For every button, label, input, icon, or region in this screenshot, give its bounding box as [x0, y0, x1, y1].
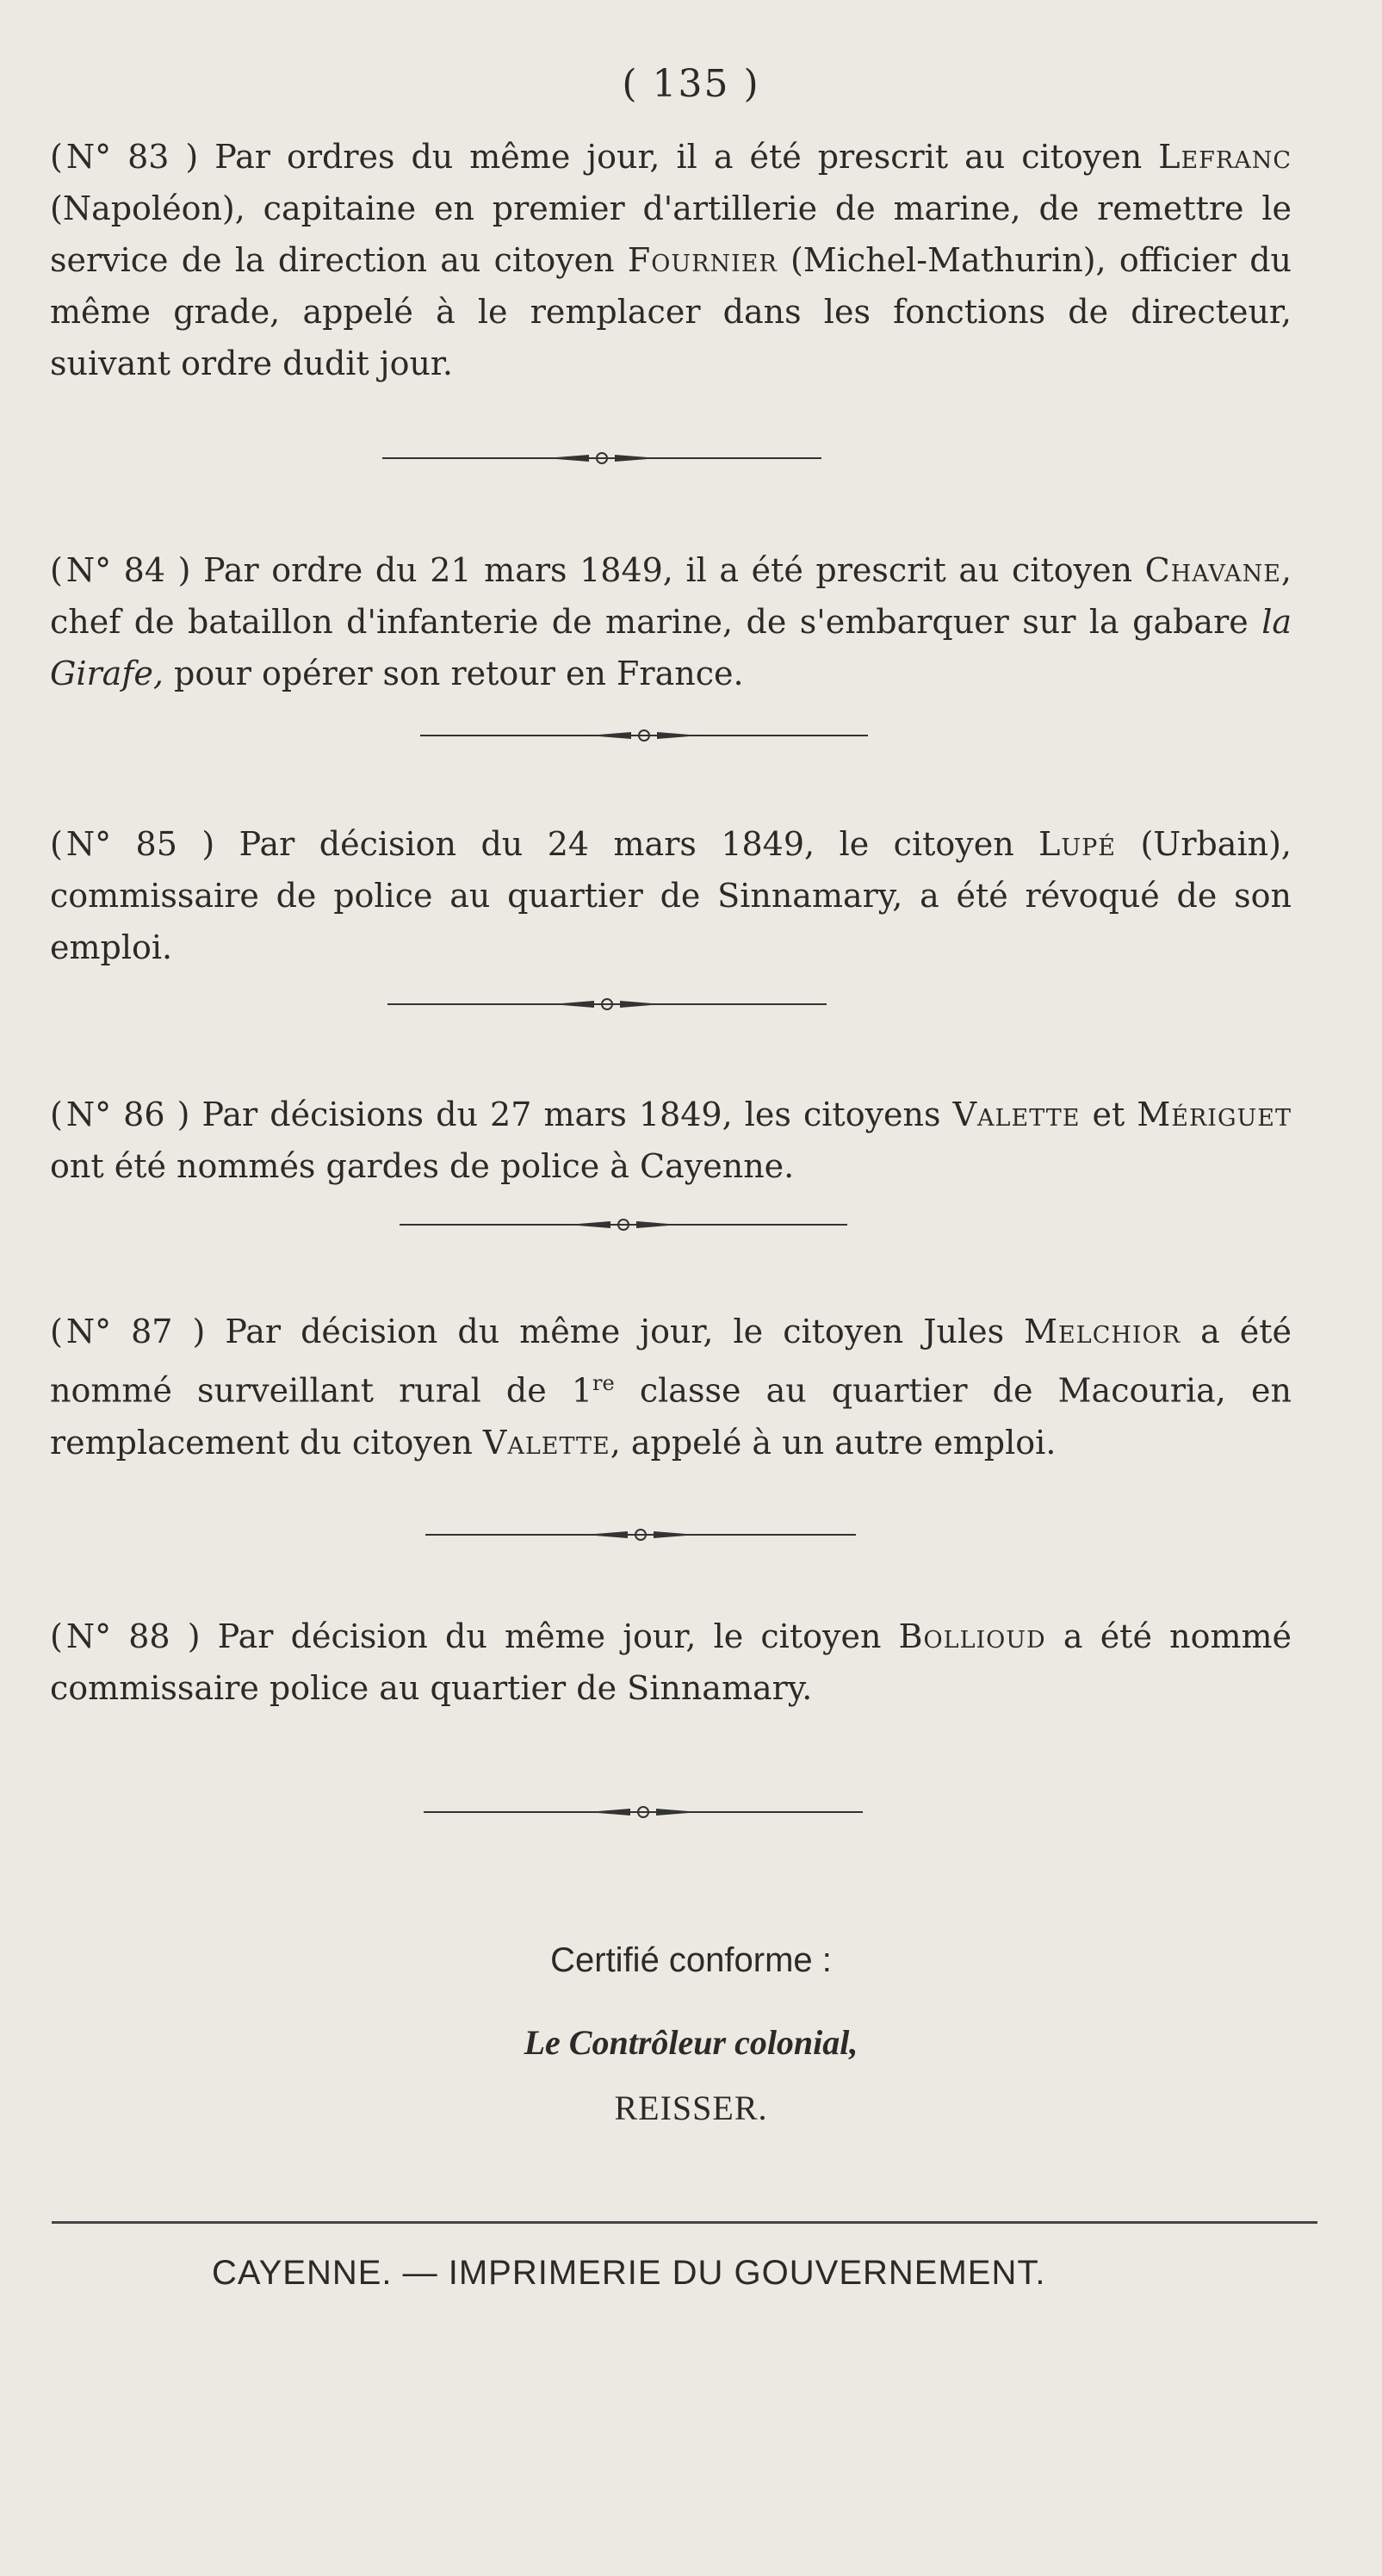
person-name: Valette — [952, 1096, 1081, 1133]
entry-text: ont été nommés gardes de police à Cayenne. — [50, 1147, 795, 1185]
certification-heading: Certifié conforme : — [550, 1941, 832, 1979]
footer-rule — [52, 2221, 1317, 2224]
entry-number: N° 86 — [65, 1096, 165, 1133]
ornament-divider — [424, 1805, 863, 1819]
entry-text: Par ordre du 21 mars 1849, il a été prescrit au citoyen — [203, 551, 1145, 589]
certification-title: Le Contrôleur colonial, — [524, 2023, 858, 2062]
entry-bracket: ( — [50, 1313, 63, 1350]
entry-text: (Napoléon), capitaine en premier d'artillerie de marine, de remettre le service de la direction au citoyen — [50, 189, 1292, 279]
entry-text: Par décision du même jour, le citoyen Jules — [225, 1313, 1025, 1350]
entry-text: Par décision du 24 mars 1849, le citoyen — [239, 825, 1039, 863]
entry-bracket: ( — [50, 825, 63, 863]
entry-88: ( N° 88 ) Par décision du même jour, le citoyen Bollioud a été nommé commissaire police au quartier de Sinnamary. — [50, 1617, 1292, 1707]
entry-text: Par décision du même jour, le citoyen — [217, 1617, 899, 1655]
entry-bracket: ( — [50, 138, 63, 176]
entry-85: ( N° 85 ) Par décision du 24 mars 1849, le citoyen Lupé (Urbain), commissaire de police au quartier de Sinnamary, a été révoqué de son emploi. — [50, 825, 1292, 966]
certification-signature: REISSER. — [614, 2089, 768, 2127]
page-number: ( 135 ) — [622, 62, 760, 106]
person-name: Bollioud — [898, 1617, 1046, 1655]
entry-bracket: ( — [50, 551, 63, 589]
entry-text: (Urbain), commissaire de police au quartier de Sinnamary, a été révoqué de son emploi. — [50, 825, 1292, 966]
person-name: Mériguet — [1137, 1096, 1292, 1133]
person-name: Lefranc — [1158, 138, 1292, 176]
entry-text: Par décisions du 27 mars 1849, les citoyens — [201, 1096, 953, 1133]
entry-text: et — [1080, 1096, 1137, 1133]
person-name: Fournier — [627, 241, 778, 279]
entry-text: a été nommé commissaire police au quartier de Sinnamary. — [50, 1617, 1292, 1707]
person-name: Valette — [482, 1423, 610, 1462]
entry-87: ( N° 87 ) Par décision du même jour, le citoyen Jules Melchior a été nommé surveillant rural de 1re classe au quartier de Macouria, en remplacement du citoyen Valette, appelé à un autre emploi. — [50, 1313, 1292, 1462]
entry-text: , chef de bataillon d'infanterie de marine, de s'embarquer sur la gabare — [50, 551, 1292, 641]
entry-text: pour opérer son retour en France. — [163, 655, 744, 692]
ornament-divider — [382, 451, 821, 465]
entry-number: N° 83 — [65, 138, 170, 176]
entry-83: ( N° 83 ) Par ordres du même jour, il a été prescrit au citoyen Lefranc (Napoléon), capitaine en premier d'artillerie de marine, de remettre le service de la direction au citoyen Fournier (Michel-Mathurin), officier du même grade, appelé à le remplacer dans les fonctions de directeur, suivant ordre dudit jour. — [50, 138, 1292, 382]
ornament-divider — [420, 729, 868, 742]
ornament-divider — [425, 1528, 856, 1542]
entry-84: ( N° 84 ) Par ordre du 21 mars 1849, il a été prescrit au citoyen Chavane, chef de bataillon d'infanterie de marine, de s'embarquer sur la gabare la Girafe, pour opérer son retour en France. — [50, 551, 1292, 692]
entry-bracket: ( — [50, 1096, 63, 1133]
person-name: Chavane — [1144, 551, 1281, 589]
person-name: Lupé — [1038, 825, 1117, 863]
ornament-divider — [400, 1218, 847, 1232]
entry-number: N° 84 — [65, 551, 166, 589]
ornament-divider — [387, 997, 827, 1011]
entry-text: a été nommé surveillant rural de 1 — [50, 1313, 1292, 1410]
entry-text: (Michel-Mathurin), officier du même grade, appelé à le remplacer dans les fonctions de directeur, suivant ordre dudit jour. — [50, 241, 1292, 382]
ship-name: la Girafe, — [50, 603, 1292, 692]
entry-number: N° 85 — [65, 825, 177, 863]
entry-number: N° 87 — [65, 1313, 173, 1350]
entry-86: ( N° 86 ) Par décisions du 27 mars 1849, les citoyens Valette et Mériguet ont été nommés gardes de police à Cayenne. — [50, 1096, 1292, 1185]
imprint-line: CAYENNE. — IMPRIMERIE DU GOUVERNEMENT. — [212, 2254, 1046, 2292]
person-name: Melchior — [1024, 1313, 1181, 1350]
entry-number: N° 88 — [65, 1617, 170, 1655]
entry-text: , appelé à un autre emploi. — [610, 1423, 1057, 1462]
entry-bracket: ( — [50, 1617, 63, 1655]
ordinal-superscript: re — [592, 1371, 615, 1395]
entry-text: Par ordres du même jour, il a été prescrit au citoyen — [214, 138, 1159, 176]
entry-text: classe au quartier de Macouria, en remplacement du citoyen — [50, 1371, 1292, 1462]
